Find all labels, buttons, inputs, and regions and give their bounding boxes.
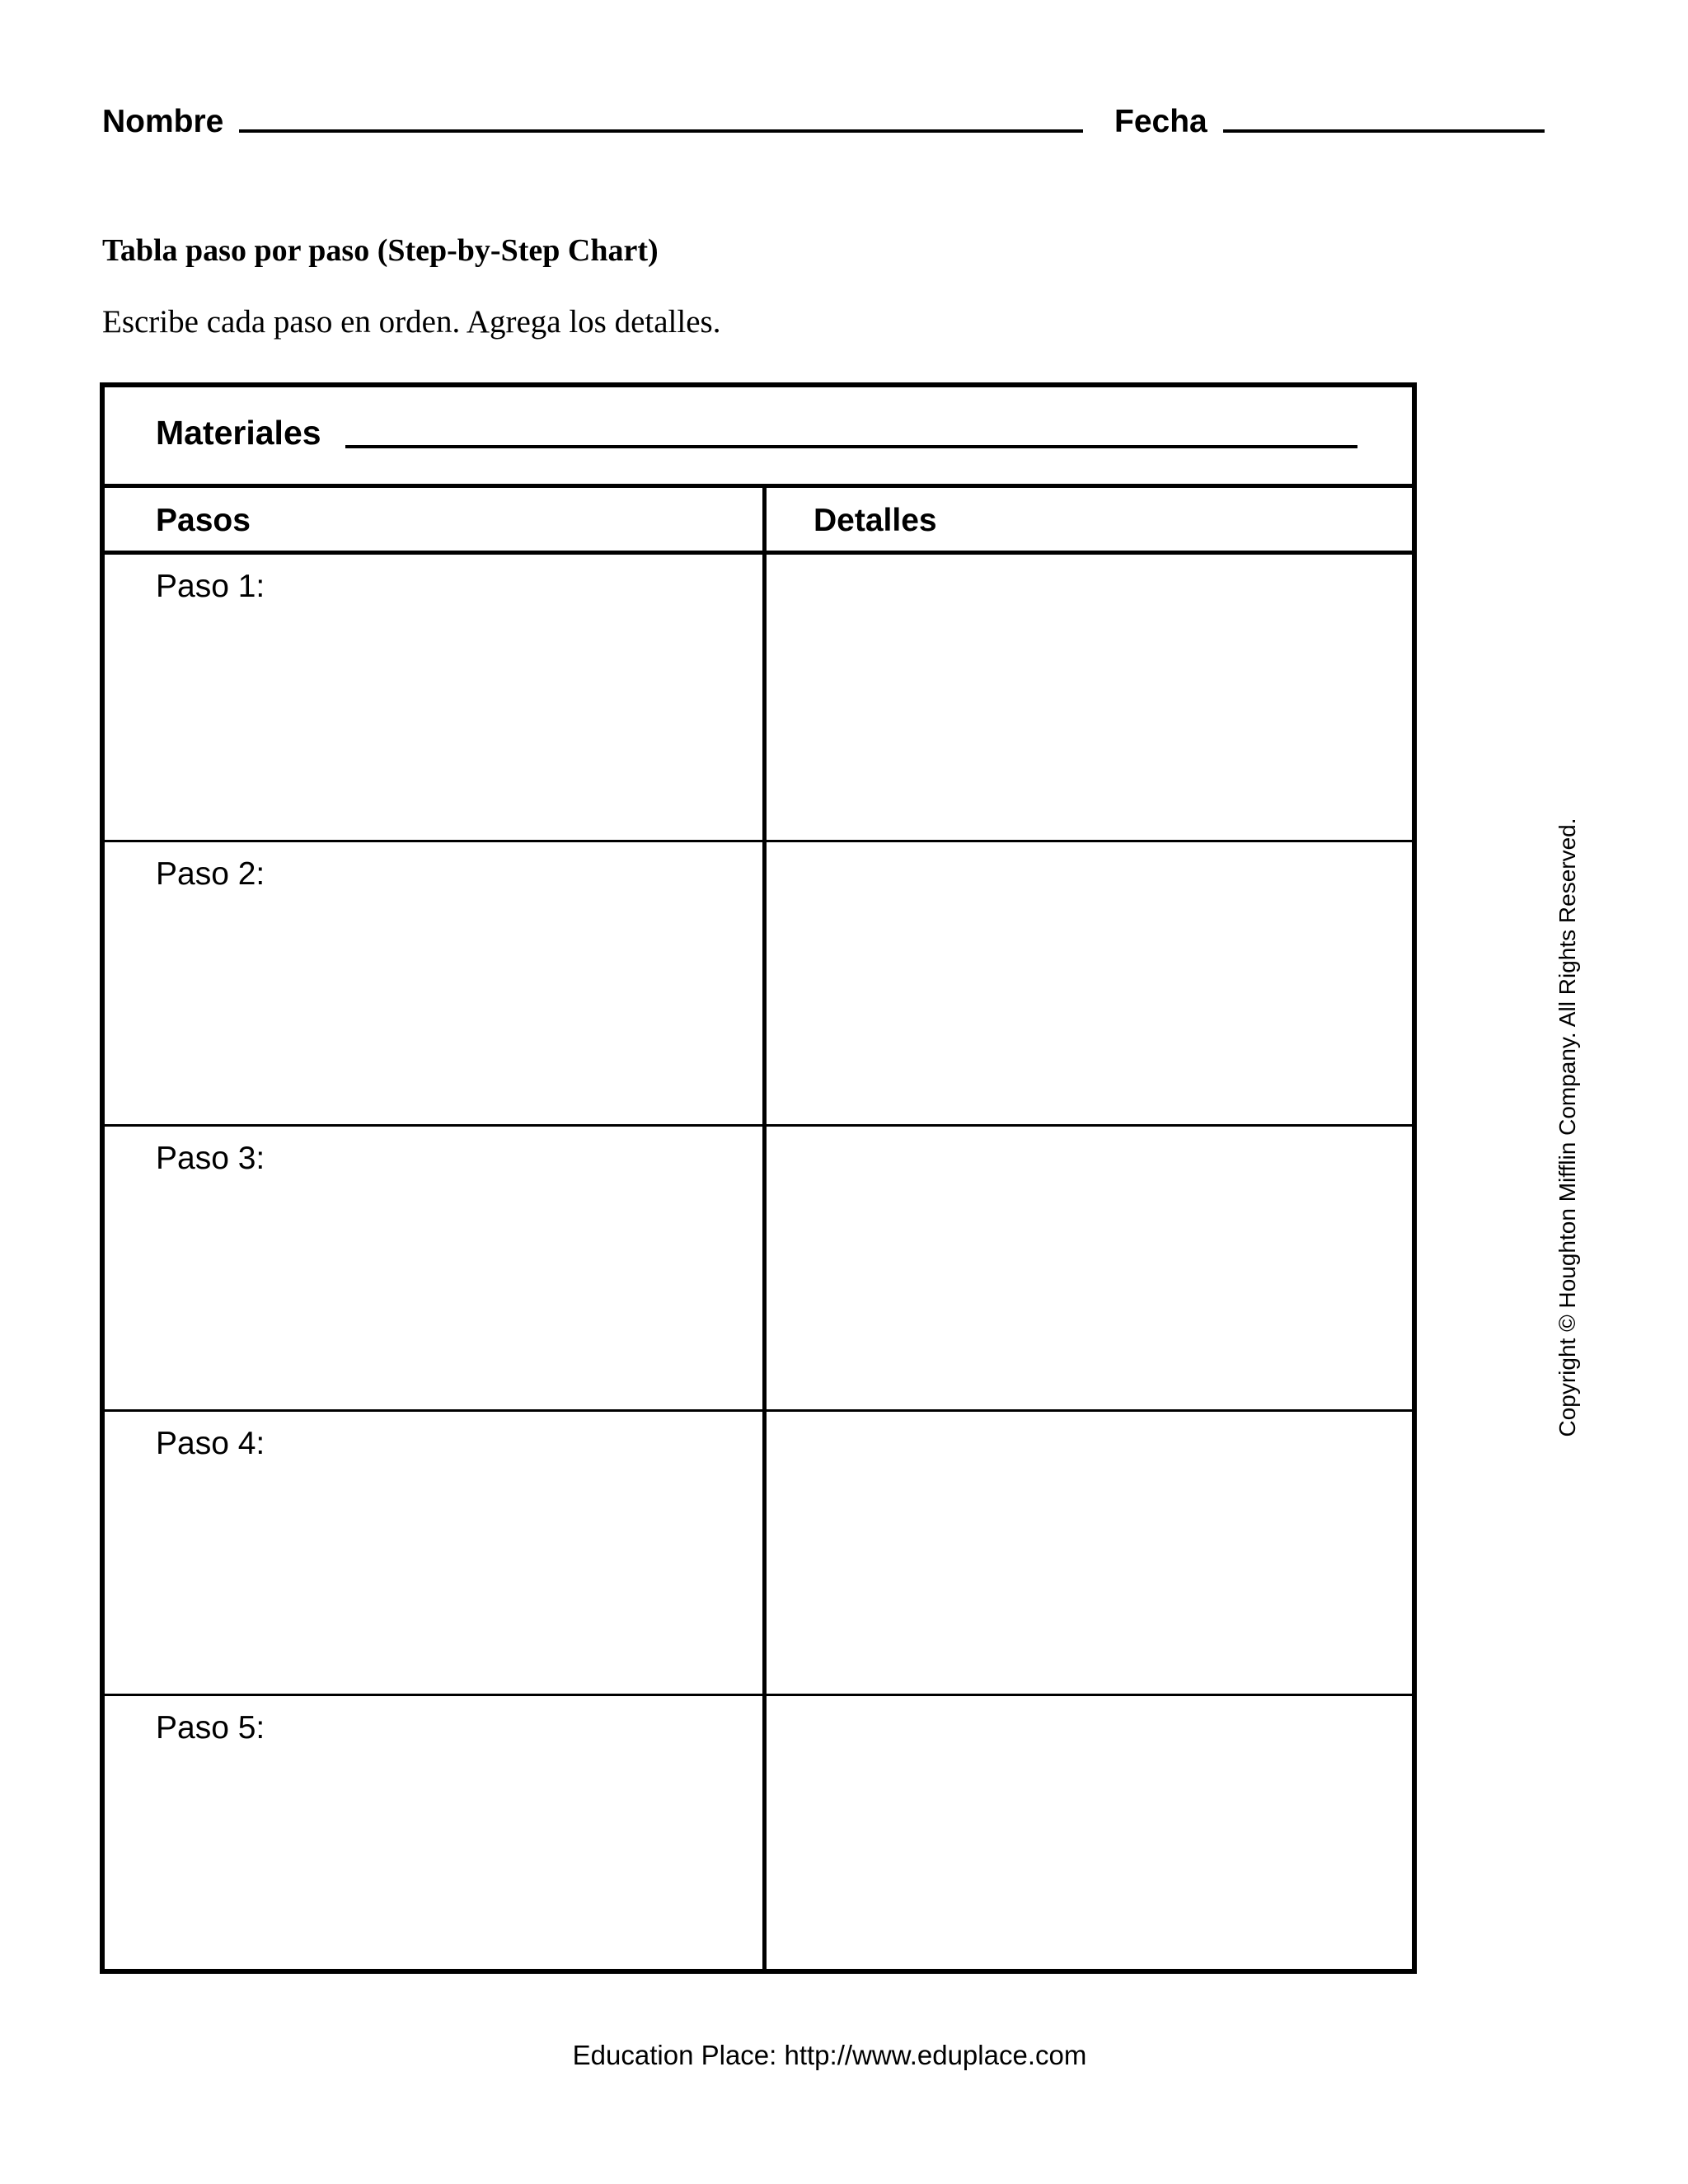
materials-field-line[interactable] [345,445,1357,448]
date-label: Fecha [1114,104,1207,139]
date-field-line[interactable] [1223,129,1545,133]
footer-source: Education Place: http://www.eduplace.com [572,2040,1087,2070]
column-header-row [105,488,1412,555]
steps-column-header: Pasos [156,503,251,538]
details-column-header: Detalles [814,503,937,538]
step-label-3: Paso 3: [156,1141,265,1177]
materials-label: Materiales [156,414,321,452]
step-row-2 [105,840,1412,1125]
step-by-step-chart [100,382,1417,1974]
step-row-3 [105,1124,1412,1409]
step-rows [105,555,1412,1969]
step-label-4: Paso 4: [156,1425,265,1461]
step-label-2: Paso 2: [156,855,265,892]
step-details-cell-1[interactable] [767,555,1412,840]
step-details-cell-4[interactable] [767,1412,1412,1694]
step-row-5 [105,1694,1412,1979]
step-details-cell-5[interactable] [767,1696,1412,1979]
name-label: Nombre [102,104,224,139]
instructions-text: Escribe cada paso en orden. Agrega los detalles. [102,304,721,340]
step-row-1 [105,555,1412,840]
worksheet-title: Tabla paso por paso (Step-by-Step Chart) [102,233,659,268]
name-field-line[interactable] [239,129,1083,133]
copyright-notice: Copyright © Houghton Mifflin Company. All Rights Reserved. [1554,818,1580,1437]
materials-row [105,387,1412,488]
step-details-cell-3[interactable] [767,1127,1412,1409]
step-row-4 [105,1409,1412,1694]
step-details-cell-2[interactable] [767,842,1412,1125]
step-label-5: Paso 5: [156,1710,265,1746]
step-label-1: Paso 1: [156,569,265,604]
